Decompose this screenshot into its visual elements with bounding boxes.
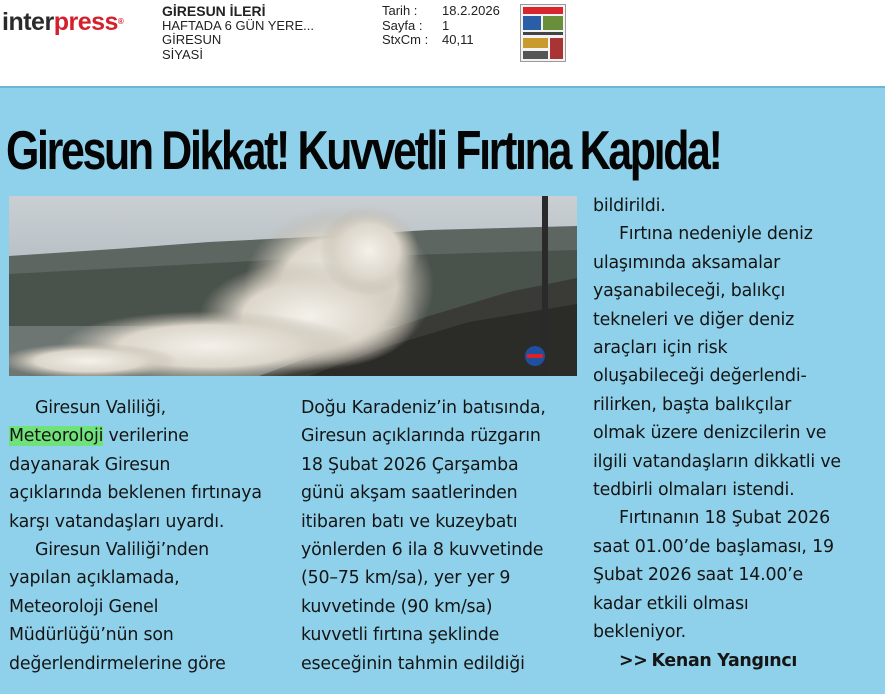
logo-text-main: inter	[2, 8, 54, 36]
article-line: değerlendirmelerine göre	[9, 653, 226, 674]
storm-wave-photo	[9, 196, 577, 376]
stat-value: 18.2.2026	[442, 3, 500, 18]
publication-name: GİRESUN İLERİ	[162, 3, 266, 19]
article-line: bildirildi.	[593, 196, 666, 216]
article-column-1	[9, 394, 294, 678]
publication-info	[162, 4, 314, 62]
article-line: Fırtına nedeniyle deniz	[619, 224, 813, 245]
stat-key: Tarih :	[382, 3, 418, 18]
article-line: araçları için risk	[593, 338, 728, 359]
article-line: Meteoroloji Genel	[9, 596, 159, 617]
article-line: karşı vatandaşları uyardı.	[9, 511, 225, 532]
article-headline: Giresun Dikkat! Kuvvetli Fırtına Kapıda!	[6, 119, 721, 181]
stat-value: 40,11	[442, 32, 474, 47]
article-line: ulaşımında aksamalar	[593, 252, 781, 273]
article-line	[9, 422, 294, 450]
article-line: kuvvetli fırtına şeklinde	[301, 625, 500, 646]
interpress-logo	[2, 8, 123, 36]
article-line: eseceğinin tahmin edildiği	[301, 653, 525, 674]
article-line: (50–75 km/sa), yer yer 9	[301, 568, 511, 589]
article-line: Giresun Valiliği,	[35, 398, 166, 418]
article-line: kadar etkili olması	[593, 593, 749, 614]
article-line: Fırtınanın 18 Şubat 2026	[619, 508, 830, 529]
article-line: açıklarında beklenen fırtınaya	[9, 483, 262, 504]
logo-registered-mark: ®	[117, 17, 124, 26]
article-line: rilirken, başta balıkçılar	[593, 394, 792, 415]
article-line: Giresun açıklarında rüzgarın	[301, 426, 541, 447]
article-line: 18 Şubat 2026 Çarşamba	[301, 454, 519, 475]
article-line: oluşabileceği değerlendi-	[593, 366, 807, 387]
article-line: bekleniyor.	[593, 622, 687, 643]
article-line: dayanarak Giresun	[9, 454, 171, 475]
stat-row-date	[382, 4, 500, 19]
stat-row-page	[382, 19, 500, 34]
stat-key: Sayfa :	[382, 17, 423, 33]
stat-value: 1	[442, 17, 450, 33]
article-line: günü akşam saatlerinden	[301, 483, 518, 504]
publication-city: GİRESUN	[162, 32, 222, 47]
article-line: saat 01.00’de başlaması, 19	[593, 536, 834, 557]
logo-text-accent: press	[53, 8, 118, 36]
article-line: tekneleri ve diğer deniz	[593, 309, 795, 330]
author-name: Kenan Yangıncı	[651, 650, 798, 671]
publication-frequency: HAFTADA 6 GÜN YERE...	[162, 17, 314, 33]
highlighted-keyword: Meteoroloji	[9, 426, 104, 447]
news-clipping	[0, 86, 885, 694]
article-line: yaşanabileceği, balıkçı	[593, 281, 786, 302]
article-line: yapılan açıklamada,	[9, 568, 180, 589]
article-line: Doğu Karadeniz’in batısında,	[301, 398, 546, 418]
article-line: olmak üzere denizcilerin ve	[593, 423, 827, 444]
stat-row-stxcm	[382, 33, 500, 48]
article-line: Şubat 2026 saat 14.00’e	[593, 565, 804, 586]
article-line: itibaren batı ve kuzeybatı	[301, 511, 518, 532]
article-line: Müdürlüğü’nün son	[9, 625, 174, 646]
article-line: yönlerden 6 ila 8 kuvvetinde	[301, 540, 544, 561]
byline-arrows: >>	[619, 650, 648, 671]
clipping-stats	[382, 4, 500, 48]
article-line: Giresun Valiliği’nden	[35, 540, 209, 561]
article-line: ilgili vatandaşların dikkatli ve	[593, 451, 841, 472]
publication-category: SİYASİ	[162, 46, 203, 62]
article-column-3	[593, 192, 883, 675]
article-byline	[593, 647, 883, 675]
article-line-rest: verilerine	[103, 426, 189, 447]
article-line: kuvvetinde (90 km/sa)	[301, 596, 493, 617]
page-thumbnail[interactable]	[520, 4, 566, 62]
stat-key: StxCm :	[382, 32, 429, 47]
article-column-2	[301, 394, 586, 678]
article-line: tedbirli olmaları istendi.	[593, 480, 795, 501]
